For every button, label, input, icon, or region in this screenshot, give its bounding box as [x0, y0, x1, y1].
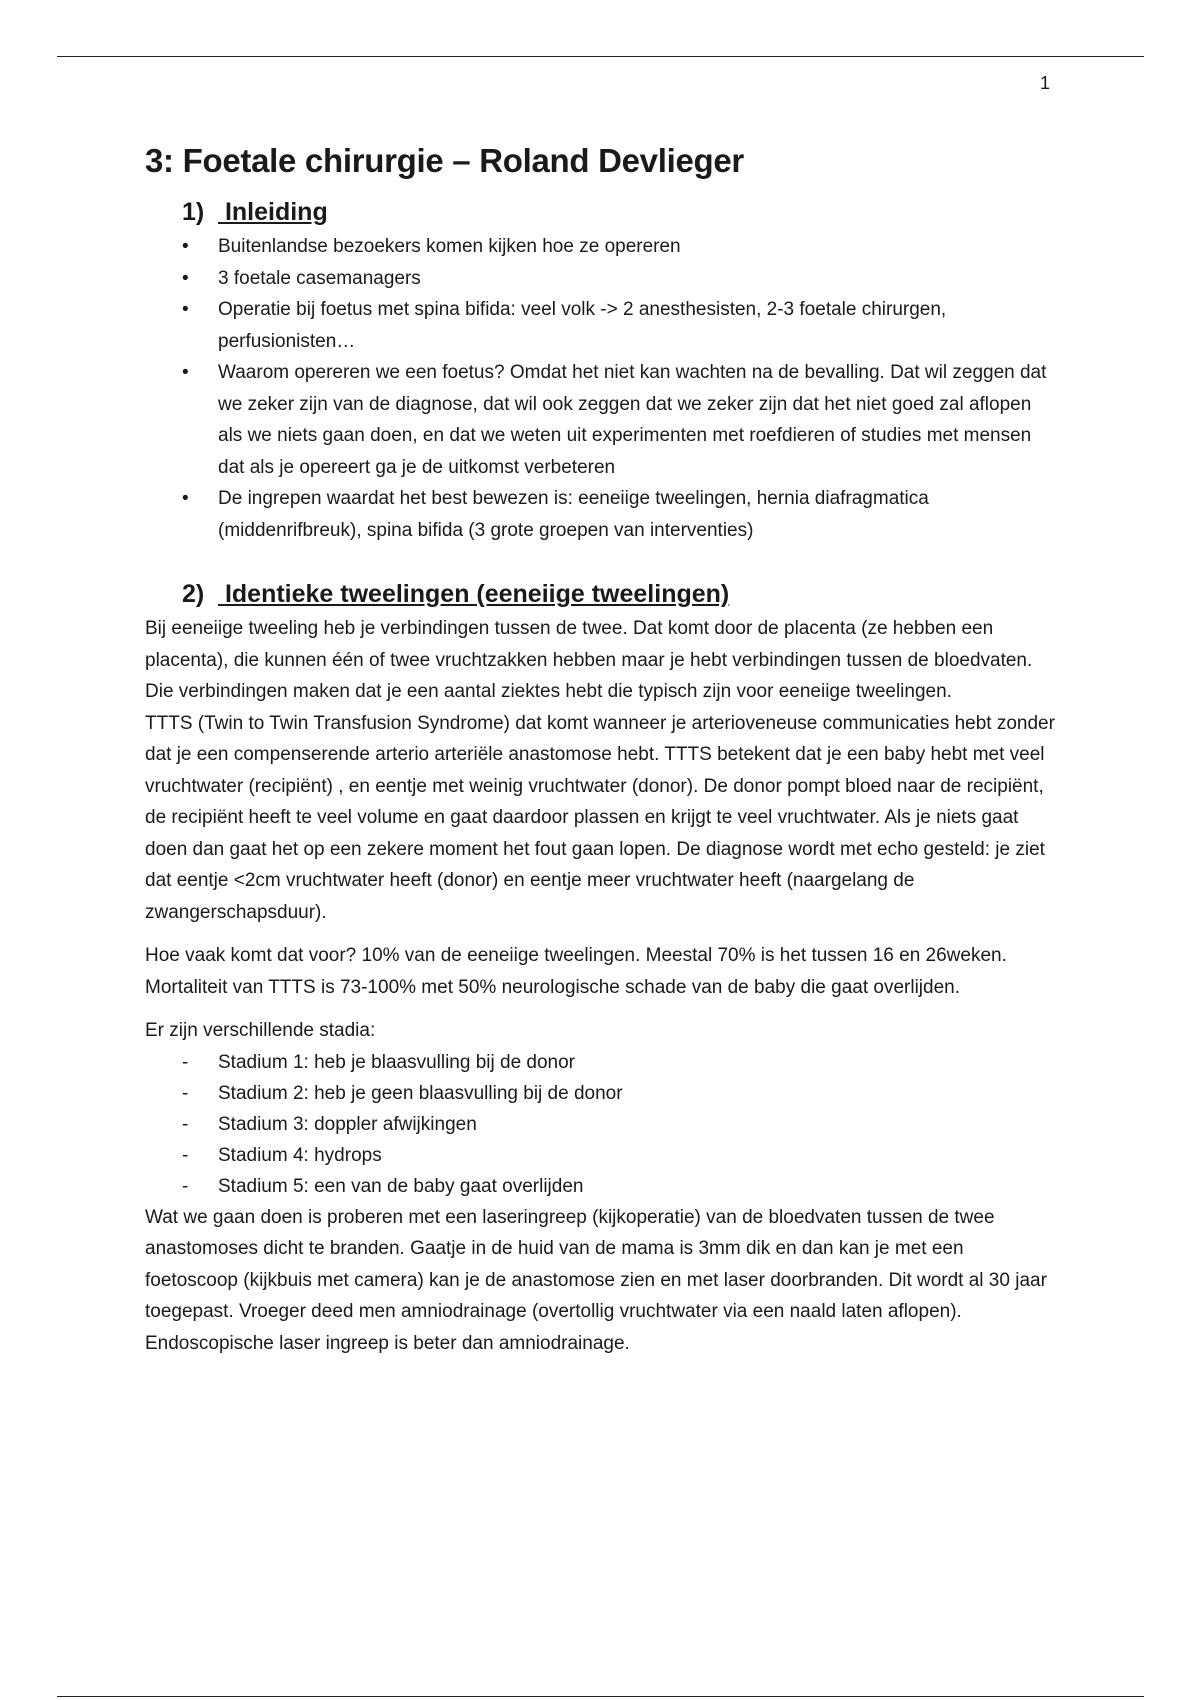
- list-item: - Stadium 4: hydrops: [145, 1140, 1055, 1171]
- section-2-number: 2): [182, 580, 205, 608]
- list-item: - Stadium 3: doppler afwijkingen: [145, 1109, 1055, 1140]
- document-body: [145, 142, 1055, 1359]
- footer-rule: [57, 1696, 1144, 1697]
- section-1-title: Inleiding: [224, 198, 328, 226]
- list-item: • 3 foetale casemanagers: [145, 263, 1055, 295]
- stages-intro: Er zijn verschillende stadia:: [145, 1020, 376, 1041]
- intro-bullet-list: [145, 231, 1055, 546]
- list-item: - Stadium 2: heb je geen blaasvulling bij de donor: [145, 1078, 1055, 1109]
- list-item: • De ingrepen waardat het best bewezen is: eeneiige tweelingen, hernia diafragmatica (middenrifbreuk), spina bifida (3 grote groepen van interventies): [145, 483, 1055, 546]
- list-item: - Stadium 5: een van de baby gaat overlijden: [145, 1171, 1055, 1202]
- paragraph: TTTS (Twin to Twin Transfusion Syndrome) dat komt wanneer je arterioveneuse communicaties hebt zonder dat je een compenserende arterio arteriële anastomose hebt. TTTS betekent dat je een baby hebt met veel vruchtwater (recipiënt) , en eentje met weinig vruchtwater (donor). De donor pompt bloed naar de recipiënt, de recipiënt heeft te veel volume en gaat daardoor plassen en krijgt te veel vruchtwater. Als je niets gaat doen dan gaat het op een zekere moment het fout gaan lopen. De diagnose wordt met echo gesteld: je ziet dat eentje <2cm vruchtwater heeft (donor) en eentje meer vruchtwater heeft (naargelang de zwangerschapsduur).: [145, 712, 1055, 923]
- document-title: 3: Foetale chirurgie – Roland Devlieger: [145, 142, 744, 179]
- list-item: - Stadium 1: heb je blaasvulling bij de donor: [145, 1047, 1055, 1078]
- header-rule: [57, 56, 1144, 57]
- paragraph: Wat we gaan doen is proberen met een laseringreep (kijkoperatie) van de bloedvaten tussen de twee anastomoses dicht te branden. Gaatje in de huid van de mama is 3mm dik en dan kan je met een foetoscoop (kijkbuis met camera) kan je de anastomose zien en met laser doorbranden. Dit wordt al 30 jaar toegepast. Vroeger deed men amniodrainage (overtollig vruchtwater via een naald laten aflopen). Endoscopische laser ingreep is beter dan amniodrainage.: [145, 1206, 1047, 1354]
- section-2-heading: [182, 580, 1055, 609]
- section-2-title: Identieke tweelingen (eeneiige tweelingen): [224, 580, 730, 608]
- stages-list: [145, 1047, 1055, 1202]
- paragraph: Hoe vaak komt dat voor? 10% van de eeneiige tweelingen. Meestal 70% is het tussen 16 en 26weken. Mortaliteit van TTTS is 73-100% met 50% neurologische schade van de baby die gaat overlijden.: [145, 945, 1007, 998]
- paragraph: Bij eeneiige tweeling heb je verbindingen tussen de twee. Dat komt door de placenta (ze hebben een placenta), die kunnen één of twee vruchtzakken hebben maar je hebt verbindingen tussen de bloedvaten. Die verbindingen maken dat je een aantal ziektes hebt die typisch zijn voor eeneiige tweelingen.: [145, 618, 1033, 702]
- section-1-heading: [182, 198, 1055, 227]
- section-1-number: 1): [182, 198, 205, 226]
- list-item: • Waarom opereren we een foetus? Omdat het niet kan wachten na de bevalling. Dat wil zeggen dat we zeker zijn van de diagnose, dat wil ook zeggen dat we zeker zijn dat het niet goed zal aflopen als we niets gaan doen, en dat we weten uit experimenten met roefdieren of studies met mensen dat als je opereert ga je de uitkomst verbeteren: [145, 357, 1055, 483]
- page-number: 1: [1040, 73, 1051, 93]
- list-item: • Buitenlandse bezoekers komen kijken hoe ze opereren: [145, 231, 1055, 263]
- list-item: • Operatie bij foetus met spina bifida: veel volk -> 2 anesthesisten, 2-3 foetale chirurgen, perfusionisten…: [145, 294, 1055, 357]
